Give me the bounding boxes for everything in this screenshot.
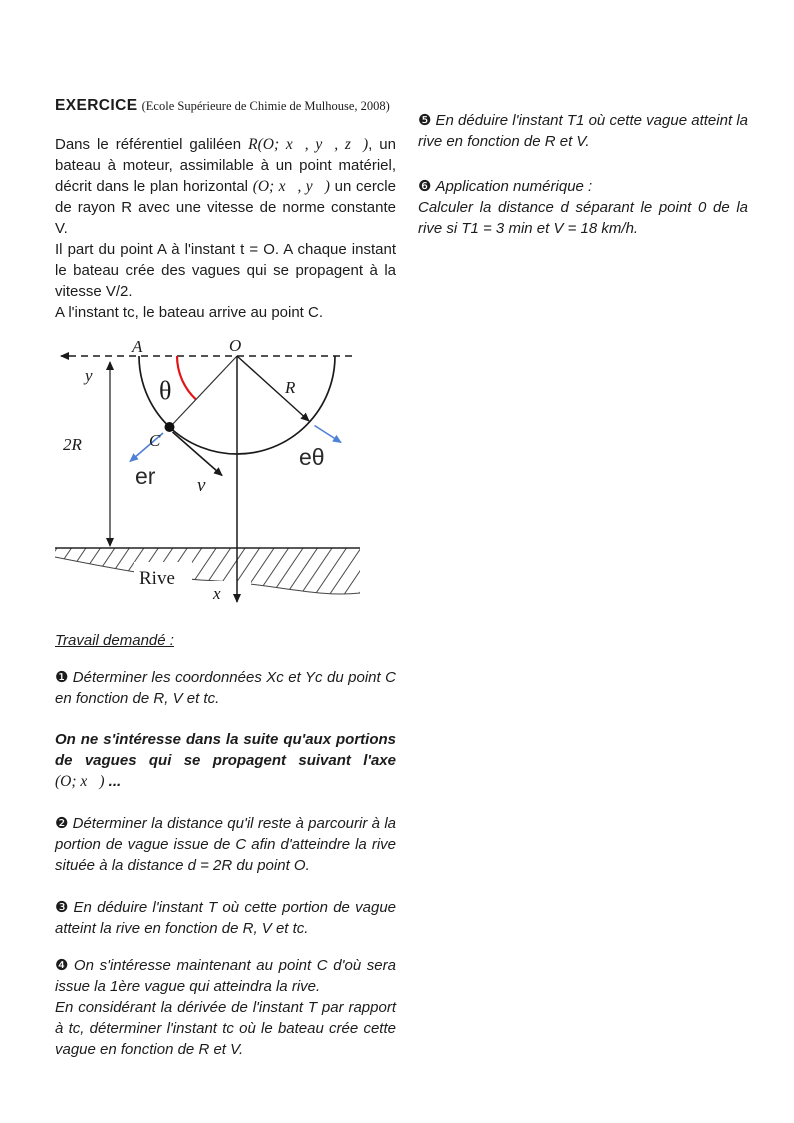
question-4-part-1 (55, 955, 396, 997)
label-shore-rive: Rive (139, 568, 175, 589)
plane-notation-xy: (O; x⃗, y⃗) (252, 178, 330, 195)
intro-paragraph-1 (55, 134, 396, 239)
label-theta-angle: θ (159, 376, 172, 405)
note-text-1: On ne s'intéresse dans la suite qu'aux portions de vagues qui se propagent suivant l'axe (55, 731, 396, 769)
question-2 (55, 813, 396, 876)
question-5-bullet: ❺ (418, 112, 432, 129)
axis-notation-x: (O; x⃗) (55, 773, 105, 790)
label-er-vector: er (135, 463, 156, 489)
intro-p1-text-1: Dans le référentiel galiléen (55, 136, 249, 153)
label-point-O: O (229, 336, 242, 355)
left-column (55, 95, 396, 1060)
question-5 (418, 110, 748, 152)
label-point-C: C (149, 431, 161, 450)
question-3-bullet: ❸ (55, 899, 70, 916)
question-6-heading-text: Application numérique : (435, 178, 593, 195)
question-1-text: Déterminer les coordonnées Xc et Yc du point C en fonction de R, V et tc. (55, 669, 396, 707)
exercise-header (55, 95, 396, 117)
theta-angle-arc (177, 356, 196, 399)
frame-notation-xyz: R(O; x⃗, y⃗, z⃗) (248, 136, 369, 153)
radius-OC-line (170, 356, 237, 427)
question-3 (55, 897, 396, 939)
question-4-text-1: On s'intéresse maintenant au point C d'où sera issue la 1ère vague qui atteindra la rive. (55, 957, 396, 995)
right-column (418, 110, 748, 239)
exercise-title: EXERCICE (55, 97, 138, 114)
intro-paragraph-2: Il part du point A à l'instant t = O. A chaque instant le bateau crée des vagues qui se propagent à la vitesse V/2. (55, 241, 396, 300)
point-C-dot (165, 422, 175, 432)
question-4-part-2: En considérant la dérivée de l'instant T par rapport à tc, déterminer l'instant tc où le bateau crée cette vague en fonction de R et V. (55, 999, 396, 1058)
figure-diagram (55, 336, 396, 617)
question-5-text: En déduire l'instant T1 où cette vague atteint la rive en fonction de R et V. (418, 112, 748, 150)
question-6-body: Calculer la distance d séparant le point 0 de la rive si T1 = 3 min et V = 18 km/h. (418, 199, 748, 237)
intro-p1-text-3: un cercle de rayon R avec une vitesse de norme constante V. (55, 178, 396, 237)
label-x-axis: x⃗ (213, 584, 234, 603)
question-3-text: En déduire l'instant T où cette portion de vague atteint la rive en fonction de R, V et tc. (55, 899, 397, 937)
e-theta-vector-arrow (315, 426, 342, 443)
radius-R-arrow (237, 356, 309, 421)
label-velocity-vector: v⃗ (197, 475, 221, 496)
label-radius-R: R (285, 378, 296, 397)
intro-text (55, 134, 396, 323)
note-text-2: ... (104, 773, 122, 790)
emphasis-note (55, 729, 396, 792)
work-heading-text: Travail demandé : (55, 632, 174, 649)
question-4-bullet: ❹ (55, 957, 70, 974)
question-2-bullet: ❷ (55, 815, 69, 832)
intro-p1-text-2: , un bateau à moteur, assimilable à un point matériel, décrit dans le plan horizontal (55, 136, 396, 195)
work-heading (55, 630, 396, 651)
boat-circle-figure (48, 336, 378, 617)
question-1-bullet: ❶ (55, 669, 69, 686)
question-6-bullet: ❻ (418, 178, 432, 195)
label-point-A: A (132, 337, 143, 356)
question-2-text: Déterminer la distance qu'il reste à parcourir à la portion de vague issue de C afin d'atteindre la rive située à la distance d = 2R du point O. (55, 815, 396, 874)
velocity-vector-arrow (173, 432, 223, 476)
question-4 (55, 955, 396, 1060)
question-1 (55, 667, 396, 709)
label-etheta-vector: eθ (299, 444, 325, 470)
intro-paragraph-3: A l'instant tc, le bateau arrive au point C. (55, 304, 324, 321)
exercise-source: (Ecole Supérieure de Chimie de Mulhouse, 2008) (141, 99, 390, 113)
label-y-axis: y (85, 366, 93, 385)
label-dimension-2R: 2R (63, 435, 82, 454)
question-6-heading (418, 176, 748, 197)
